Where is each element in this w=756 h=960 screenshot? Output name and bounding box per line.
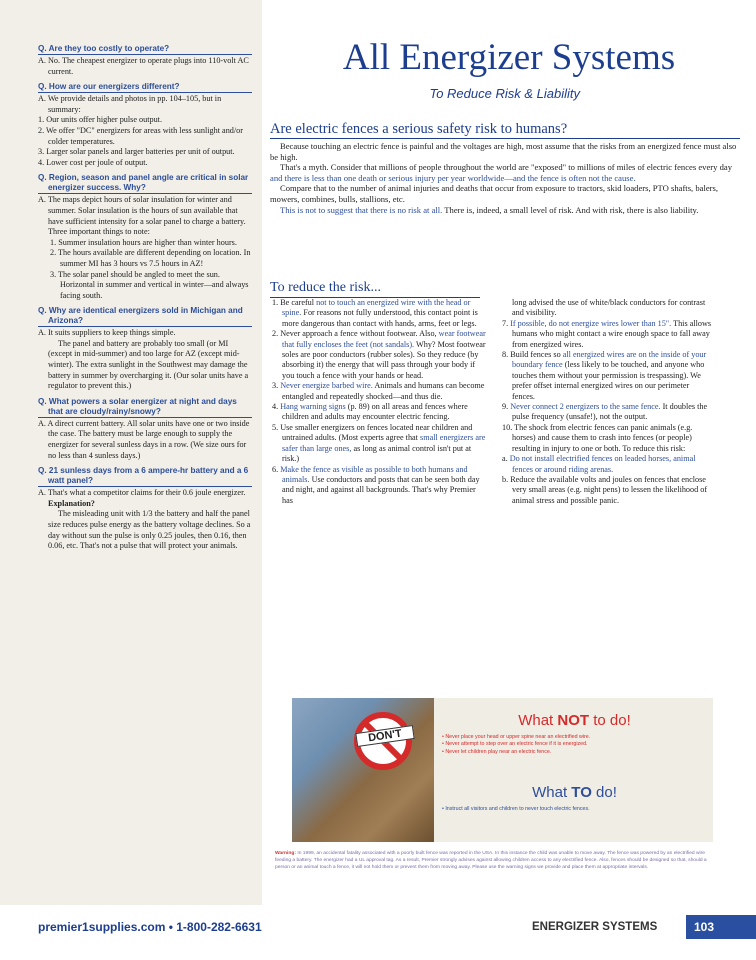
- list-item: [272, 329, 486, 381]
- text: This allows humans who might contact a wire enough space to fall away from energized wires.: [512, 318, 712, 349]
- warning-text: In 1999, an accidental fatality associated with a poorly built fence was reported in the USA. In this instance the child was unable to move away. The fence was powered by an electrified wire feeding a battery. The energizer had a UL approval tag. As a result, Premier strongly advises against allowing children access to any electrified fence. Also, fences should be designed so that, should a person or an animal touch a fence, it will not hold them or prevent them from moving away. Please use the warning signs we provide and place them at appropriate intervals.: [275, 851, 707, 870]
- section-heading: Are electric fences a serious safety risk to humans?: [270, 120, 740, 139]
- text: Animals and humans can become entangled and repeatedly shocked—and thus die.: [282, 381, 485, 401]
- text: (p. 89) on all areas and fences where children and adults may encounter electric fencing.: [282, 402, 468, 422]
- highlight-text: Never energize barbed wire.: [280, 381, 373, 391]
- faq-answer: A. The maps depict hours of solar insulation for winter and summer. Solar insulation is the hours of sun available that have sufficient intensity for a solar panel to charge a battery. Three important things to note:: [38, 195, 246, 237]
- highlight-text: If possible, do not energize wires lower than 15".: [510, 318, 672, 328]
- text: 6.: [272, 464, 281, 474]
- faq-label: Explanation?: [48, 498, 95, 508]
- text: 7.: [502, 318, 511, 328]
- section-heading: To reduce the risk...: [270, 279, 480, 298]
- highlight-text: all energized wires are on the inside of your boundary fence: [512, 350, 707, 370]
- list-item: [502, 423, 714, 454]
- sub-list: [502, 454, 714, 506]
- text: What: [532, 784, 572, 801]
- list-item: [502, 475, 714, 506]
- text: (less likely to be touched, and anyone who touches them without your permission is trespassing). We prefer offset internal energized wires on our perimeter fences.: [512, 360, 705, 401]
- faq-list: [38, 115, 252, 168]
- list-item: 1. Our units offer higher pulse output.: [38, 115, 163, 125]
- intro-text: [270, 141, 740, 215]
- highlight-text: Make the fence as visible as possible to both humans and animals.: [280, 464, 468, 484]
- list-item: [272, 402, 486, 423]
- highlight-text: small energizers are safer than large ones,: [282, 433, 486, 453]
- faq-paragraph: The misleading unit with 1/3 the battery and half the panel size reduces pulse energy as the battery voltage declines. So a day without sun the pulse is only 0.25 joules, then 0.16, then 0.06, etc. That's not a pulse that will protect your animals.: [48, 509, 251, 551]
- text: as long as animal control isn't put at risk.): [282, 443, 472, 464]
- highlight-text: not to touch an energized wire with the head or spine.: [282, 298, 471, 318]
- text: What: [518, 712, 558, 729]
- paragraph: [270, 205, 740, 216]
- dont-list: [442, 734, 707, 756]
- safety-callout: [292, 698, 713, 842]
- list-item: 4. Lower cost per joule of output.: [38, 157, 148, 167]
- faq-question: Q. 21 sunless days from a 6 ampere-hr battery and a 6 watt panel?: [38, 466, 252, 487]
- list-item: [272, 423, 486, 465]
- highlight-text: Never connect 2 energizers to the same fence.: [510, 402, 661, 412]
- list-item: • Never let children play near an electric fence.: [442, 748, 552, 755]
- risk-list-column-1: [272, 298, 486, 506]
- text: b. Reduce the available volts and joules on fences that enclose very small areas (e.g. night pens) to lessen the likelihood of animal stress and possible panic.: [502, 474, 708, 505]
- text: It doubles the pulse frequency (unsafe!), not the output.: [512, 402, 708, 422]
- list-item: 1. Summer insulation hours are higher than winter hours.: [50, 237, 237, 247]
- faq-question: Q. Why are identical energizers sold in Michigan and Arizona?: [38, 306, 252, 327]
- page-title: All Energizer Systems: [342, 37, 676, 78]
- list-item: • Never place your head or upper spine near an electrified wire.: [442, 734, 591, 740]
- footer-section: ENERGIZER SYSTEMS: [532, 921, 658, 933]
- list-item: [502, 350, 714, 402]
- text: 10. The shock from electric fences can panic animals (e.g. horses) and cause them to crash into fences (or people) resulting in injury to one or both. To reduce this risk:: [502, 422, 693, 453]
- text: a.: [502, 454, 510, 464]
- text: NOT: [557, 712, 590, 729]
- text: There is, indeed, a small level of risk. And with risk, there is also liability.: [442, 204, 699, 215]
- list-item: [502, 454, 714, 475]
- faq-answer: A. That's what a competitor claims for their 0.6 joule energizer.: [38, 488, 246, 498]
- text: TO: [571, 784, 592, 801]
- faq-question: Q. What powers a solar energizer at night and days that are cloudy/rainy/snowy?: [38, 397, 252, 418]
- text: long advised the use of white/black conductors for contrast and visibility.: [512, 298, 706, 318]
- text: do!: [591, 784, 617, 801]
- list-item: [272, 465, 486, 507]
- text: 4.: [272, 402, 281, 412]
- dont-sign-label: DON'T: [355, 725, 414, 747]
- text: 1. Be careful: [272, 298, 317, 307]
- list-item: [502, 319, 714, 350]
- paragraph: [270, 162, 740, 183]
- text: 3.: [272, 381, 281, 391]
- highlight-text: Do not install electrified fences on leaded horses, animal fences or around riding arenas.: [509, 454, 696, 474]
- highlight-text: Hang warning signs: [280, 402, 346, 412]
- faq-question: Q. Are they too costly to operate?: [38, 44, 252, 55]
- text: 2. Never approach a fence without footwear. Also,: [272, 329, 439, 339]
- footer-contact: premier1supplies.com • 1-800-282-6631: [38, 920, 262, 934]
- paragraph: Compare that to the number of animal injuries and deaths that occur from exposure to tractors, skid loaders, PTO shafts, balers, mowers, combines, bulls, stallions, etc.: [270, 183, 719, 204]
- list-item: • Never attempt to step over an electric fence if it is energized.: [442, 741, 588, 748]
- page-number: 103: [686, 915, 756, 939]
- text: 9.: [502, 402, 511, 412]
- list-item: 2. We offer "DC" energizers for areas with less sunlight and/or colder temperatures.: [38, 125, 243, 146]
- faq-question: Q. How are our energizers different?: [38, 82, 252, 93]
- text: 8. Build fences so: [502, 350, 563, 360]
- warning-note: [275, 851, 715, 871]
- page-subtitle: To Reduce Risk & Liability: [429, 86, 580, 101]
- text: For reasons not fully understood, this contact point is more dangerous than contact with hands, arms, feet or legs.: [282, 308, 478, 328]
- list-item: 2. The hours available are different depending on location. In summer MI has 3 hours vs 7.5 hours in AZ!: [50, 248, 251, 268]
- faq-answer: A. It suits suppliers to keep things simple.: [38, 328, 176, 338]
- list-item: [272, 381, 486, 402]
- faq-answer: A. A direct current battery. All solar units have one or two inside the case. The battery must be large enough to supply the energizer for several sunless days in a row. (We size ours for no less than 4 sunless days.): [38, 418, 250, 460]
- list-item: [502, 298, 714, 319]
- highlight-text: wear footwear that fully encloses the feet (not sandals).: [282, 329, 486, 349]
- paragraph: Because touching an electric fence is painful and the voltages are high, most assume that the risks from an energized fence must also be high.: [270, 141, 737, 162]
- list-item: • Instruct all visitors and children to never touch electric fences.: [442, 806, 590, 812]
- faq-question: Q. Region, season and panel angle are critical in solar energizer success. Why?: [38, 173, 252, 194]
- list-item: [502, 402, 714, 423]
- do-list: [442, 806, 707, 813]
- list-item: 3. The solar panel should be angled to meet the sun. Horizontal in summer and vertical in winter—and always facing south.: [50, 269, 249, 300]
- list-item: 3. Larger solar panels and larger batteries per unit of output.: [38, 147, 235, 157]
- list-item: [272, 298, 486, 329]
- what-to-do-heading: [442, 784, 707, 801]
- text: to do!: [589, 712, 631, 729]
- highlight-text: This is not to suggest that there is no risk at all.: [280, 204, 443, 215]
- text: Why? Most footwear soles are poor conductors (rubber soles). So they reduce (by absorbing it) the energy that will pass through your body if you touch a fence with your hands or head.: [282, 339, 486, 380]
- faq-column: [38, 44, 252, 552]
- faq-paragraph: The panel and battery are probably too small (or MI (except in mid-summer) and too large for AZ (except mid-winter). The extra sunlight in the Southwest may damage the battery in summer by overcharging it. (Our solar units have a regulator to prevent this.): [48, 338, 249, 391]
- text: 5. Use smaller energizers on fences located near children and untrained adults. (Most experts agree that: [272, 422, 473, 443]
- fence-photo: [292, 698, 434, 842]
- risk-list-column-2: [502, 298, 714, 506]
- faq-answer: A. No. The cheapest energizer to operate plugs into 110-volt AC current.: [38, 56, 249, 76]
- faq-answer: A. We provide details and photos in pp. 104–105, but in summary:: [38, 94, 222, 114]
- text: That's a myth. Consider that millions of people throughout the world are "exposed" to millions of miles of electric fences every day: [280, 162, 732, 173]
- text: Use conductors and posts that can be seen both day and night, and against all backgrounds. That's why Premier has: [282, 474, 480, 505]
- what-not-to-do-heading: [442, 712, 707, 729]
- warning-label: Warning:: [275, 851, 297, 856]
- faq-list: [50, 238, 252, 302]
- highlight-text: and there is less than one death or serious injury per year worldwide—and the fence is often not the cause.: [270, 172, 636, 183]
